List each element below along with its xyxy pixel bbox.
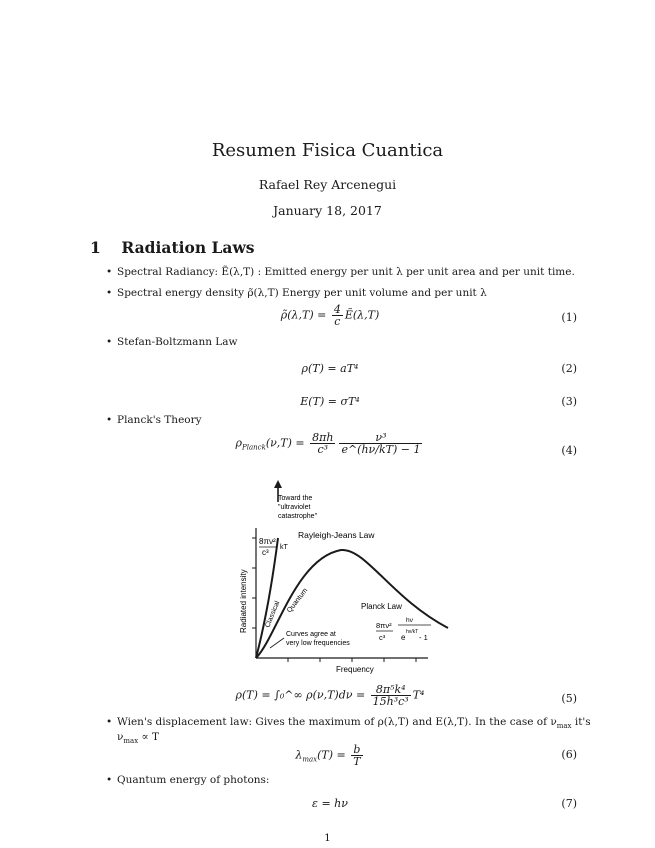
equation-2: ρ(T) = aT⁴ xyxy=(301,362,359,375)
catastrophe-label-1: Toward the xyxy=(278,495,313,502)
section-number: 1 xyxy=(90,238,101,257)
planck-formula-numerator: 8πν² xyxy=(376,621,392,630)
rj-formula-denominator: c³ xyxy=(262,548,269,557)
equation-number-6: (6) xyxy=(561,748,577,761)
section-title: Radiation Laws xyxy=(121,238,255,257)
equation-6: $\lambda_{max}(T)$ = $\frac{b}{T}$ xyxy=(295,743,361,768)
y-axis-label: Radiated intensity xyxy=(239,569,248,633)
page-number: 1 xyxy=(324,832,331,844)
equation-number-4: (4) xyxy=(561,444,577,457)
planck-formula-denominator: c³ xyxy=(379,633,386,642)
rj-formula-kt: kT xyxy=(280,544,288,551)
planck-formula-exponent: hν/kT xyxy=(406,629,419,635)
catastrophe-label-2: "ultraviolet xyxy=(278,504,311,511)
equation-number-1: (1) xyxy=(561,311,577,324)
rayleigh-jeans-label: Rayleigh-Jeans Law xyxy=(298,530,375,540)
equation-number-5: (5) xyxy=(561,692,577,705)
fraction: $\frac{\text{8π⁵k⁴}}{\text{15h³c³}}$ xyxy=(372,683,409,708)
arrow-up-icon xyxy=(274,480,282,488)
equation-7: ε = hν xyxy=(312,797,348,810)
bullet-stefan-boltzmann: • Stefan-Boltzmann Law xyxy=(106,336,238,348)
equation-4: $\rho_{Planck}(\nu,T)$ = $\frac{8\pi h}{\text{c³}}$ $\frac{\text{ν³}}{e\^{}(h\nu/kT) - 1}$ xyxy=(235,431,421,456)
bullet-wien-law: • Wien's displacement law: Gives the maximum of ρ(λ,T) and E(λ,T). In the case of $\nu_{max}$ it's xyxy=(106,716,591,730)
planck-formula-minus-one: - 1 xyxy=(419,633,428,642)
agree-label-1: Curves agree at xyxy=(286,631,336,638)
author-name: Rafael Rey Arcenegui xyxy=(258,177,397,192)
bullet-plancks-theory: • Planck's Theory xyxy=(106,414,202,426)
fraction: $\frac{b}{T}$ xyxy=(353,743,361,768)
bullet-spectral-radiancy: • Spectral Radiancy: Ẽ(λ,T) : Emitted energy per unit λ per unit area and per unit time. xyxy=(106,266,575,278)
document-date: January 18, 2017 xyxy=(273,203,382,218)
equation-5: ρ(T) = ∫₀^∞ ρ(ν,T)dν = $\frac{\text{8π⁵k⁴}}{\text{15h³c³}}$ T⁴ xyxy=(235,683,425,708)
document-title: Resumen Fisica Cuantica xyxy=(211,140,444,161)
section-heading xyxy=(90,238,255,257)
planck-formula-hv: hν xyxy=(406,617,413,624)
planck-radiation-figure xyxy=(236,478,456,678)
fraction: $\frac{4}{c}$ xyxy=(333,303,341,328)
quantum-label: Quantum xyxy=(286,587,310,615)
equation-3: E(T) = σT⁴ xyxy=(300,395,360,408)
x-axis-label: Frequency xyxy=(336,665,374,674)
fraction: $\frac{8\pi h}{\text{c³}}$ xyxy=(312,431,334,456)
classical-label: Classical xyxy=(264,600,282,629)
rj-formula-numerator: 8πν² xyxy=(259,537,276,546)
equation-1: ρ̃(λ,T) = $\frac{4}{c}$ Ẽ(λ,T) xyxy=(280,303,380,328)
equation-number-2: (2) xyxy=(561,362,577,375)
bullet-photon-energy: • Quantum energy of photons: xyxy=(106,774,269,786)
agree-label-2: very low frequencies xyxy=(286,640,350,647)
equation-number-7: (7) xyxy=(561,797,577,810)
planck-law-label: Planck Law xyxy=(361,602,402,611)
fraction: $\frac{\text{ν³}}{e\^{}(h\nu/kT) - 1}$ xyxy=(341,431,421,456)
agree-pointer xyxy=(270,638,284,648)
bullet-wien-law-line2: $\nu_{max} \propto T$ xyxy=(117,731,159,746)
bullet-spectral-energy-density: • Spectral energy density ρ̃(λ,T) Energy per unit volume and per unit λ xyxy=(106,287,487,299)
equation-number-3: (3) xyxy=(561,395,577,408)
catastrophe-label-3: catastrophe" xyxy=(278,513,318,520)
planck-formula-e: e xyxy=(401,633,406,642)
